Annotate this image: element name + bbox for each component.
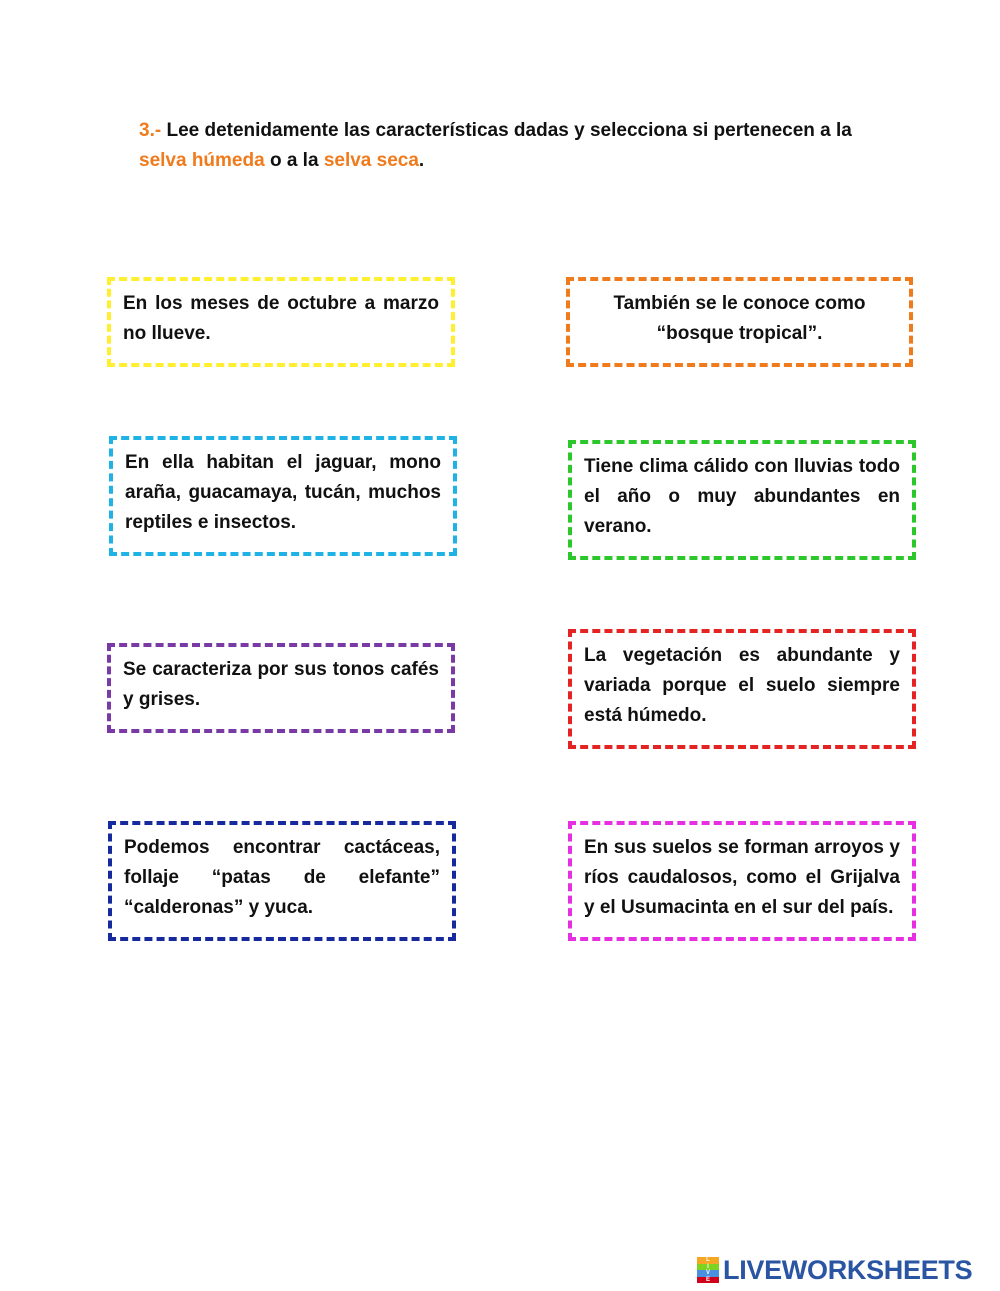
card-4[interactable] [568, 440, 916, 560]
card-text: También se le conoce como “bosque tropical”. [613, 293, 866, 344]
card-1[interactable] [107, 277, 455, 367]
liveworksheets-logo [697, 1254, 972, 1286]
card-8[interactable] [568, 821, 916, 941]
logo-mark-letter: I [697, 1264, 719, 1271]
card-6[interactable] [568, 629, 916, 749]
card-text: Se caracteriza por sus tonos cafés y grises. [123, 659, 439, 710]
instruction-number: 3.- [139, 120, 162, 141]
card-text: Podemos encontrar cactáceas, follaje “patas de elefante” “calderonas” y yuca. [124, 837, 440, 918]
card-2[interactable] [566, 277, 913, 367]
card-3[interactable] [109, 436, 457, 556]
logo-mark-letter: E [697, 1277, 719, 1284]
instruction-period: . [418, 150, 425, 171]
card-text: En sus suelos se forman arroyos y ríos caudalosos, como el Grijalva y el Usumacinta en el sur del país. [584, 837, 900, 918]
card-7[interactable] [108, 821, 456, 941]
instruction-text-2: o a la [264, 150, 324, 171]
term-selva-humeda: selva húmeda [139, 150, 265, 171]
card-text: Tiene clima cálido con lluvias todo el año o muy abundantes en verano. [584, 456, 900, 537]
card-text: En los meses de octubre a marzo no llueve. [123, 293, 439, 344]
logo-mark-letter: V [697, 1270, 719, 1277]
logo-mark-letter: L [697, 1257, 719, 1264]
card-5[interactable] [107, 643, 455, 733]
instruction-text: Lee detenidamente las características dadas y selecciona si pertenecen a la [161, 120, 852, 141]
liveworksheets-logo-text: LIVEWORKSHEETS [723, 1254, 973, 1285]
card-text: La vegetación es abundante y variada porque el suelo siempre está húmedo. [584, 645, 900, 726]
card-text: En ella habitan el jaguar, mono araña, guacamaya, tucán, muchos reptiles e insectos. [125, 452, 441, 533]
liveworksheets-logo-icon [697, 1257, 719, 1283]
instructions [139, 116, 899, 176]
term-selva-seca: selva seca [323, 150, 419, 171]
